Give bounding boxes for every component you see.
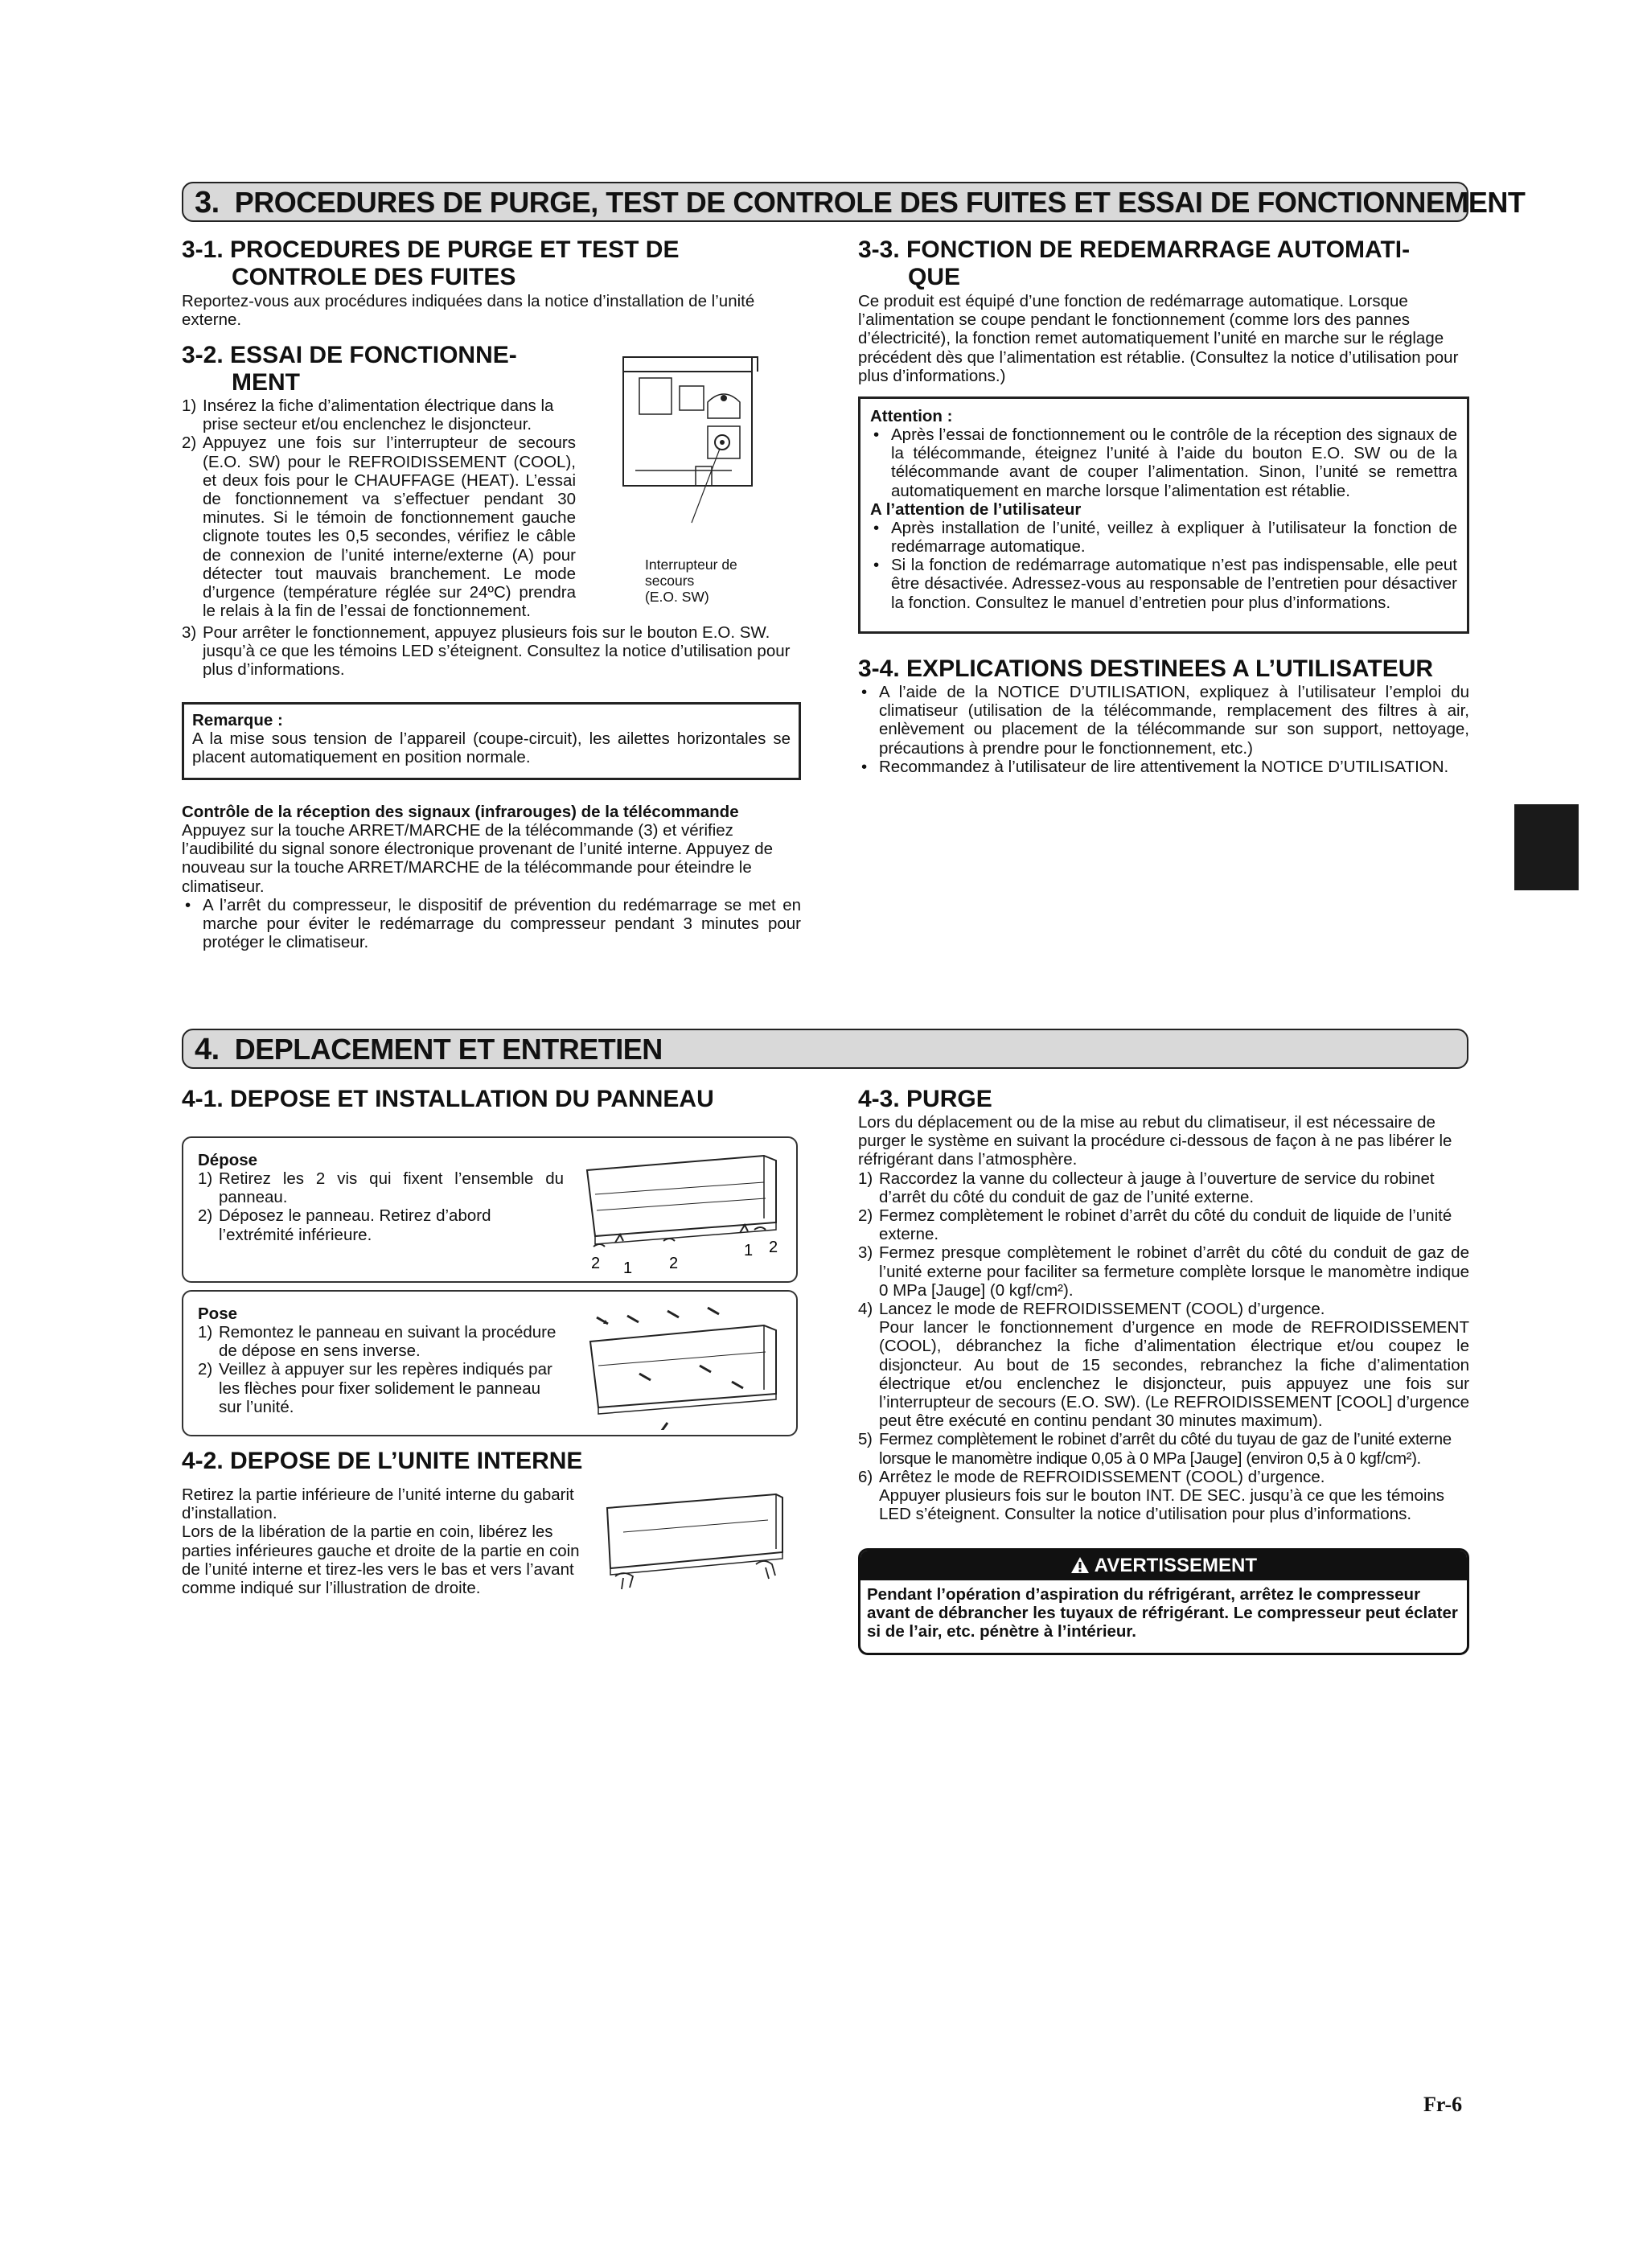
list-item: 3) Fermez presque complètement le robinet d’arrêt du côté du conduit de gaz de l’unité externe pour faciliter sa fermeture complète lorsque le manomètre indique 0 MPa [Jauge] (0 kgf/cm²). bbox=[858, 1243, 1469, 1300]
section-3-1-title-line2: CONTROLE DES FUITES bbox=[232, 264, 516, 290]
list-item: 2) Veillez à appuyer sur les repères indiqués par les flèches pour fixer solidement le panneau sur l’unité. bbox=[198, 1360, 552, 1416]
fig-number: 1 bbox=[744, 1242, 754, 1259]
section-3-title: PROCEDURES DE PURGE, TEST DE CONTROLE DES FUITES ET ESSAI DE FONCTIONNEMENT bbox=[234, 186, 1526, 219]
section-4-1-title: DEPOSE ET INSTALLATION DU PANNEAU bbox=[230, 1086, 714, 1112]
ir-check-text: Appuyez sur la touche ARRET/MARCHE de la télécommande (3) et vérifiez l’audibilité du signal sonore électronique provenant de l’unité interne. Appuyez de nouveau sur la touche ARRET/MARCHE de la télécommande pour éteindre le climatiseur. bbox=[182, 821, 774, 896]
section-4-2-text: Retirez la partie inférieure de l’unité interne du gabarit d’installation. Lors de la libération de la partie en coin, libérez les parties inférieures gauche et droite de la partie en coin de l’unité interne et tirez-les vers le bas et vers l’avant comme indiqué sur l’illustration de droite. bbox=[182, 1485, 580, 1598]
list-item: Appuyer plusieurs fois sur le bouton INT. DE SEC. jusqu’à ce que les témoins LED s’éteignent. Consulter la notice d’utilisation pour plus d’informations. bbox=[879, 1486, 1445, 1524]
section-3-number: 3. bbox=[195, 186, 220, 220]
fig-number: 2 bbox=[669, 1255, 679, 1272]
fig-number: 2 bbox=[769, 1239, 778, 1256]
section-3-3-title-line1: FONCTION DE REDEMARRAGE AUTOMATI- bbox=[906, 236, 1411, 263]
list-item: 2) Appuyez une fois sur l’interrupteur de secours (E.O. SW) pour le REFROIDISSEMENT (COOL), et deux fois pour le CHAUFFAGE (HEAT). L’essai de fonctionnement va s’effectuer pendant 30 minutes. Si le témoin de fonctionnement gauche clignote toutes les 0,5 secondes, vérifiez le câble de connexion de l’unité interne/externe (A) pour détecter tout mauvais branchement. Le mode d’urgence (température réglée sur 24ºC) prendra le relais à la fin de l’essai de fonctionnement. bbox=[182, 433, 576, 621]
side-tab-marker bbox=[1514, 804, 1579, 890]
section-3-2-heading bbox=[182, 342, 576, 396]
ir-signal-check bbox=[182, 803, 801, 951]
remark-title: Remarque : bbox=[192, 711, 283, 729]
warning-box bbox=[858, 1548, 1469, 1655]
section-3-header bbox=[182, 182, 1526, 222]
section-3-4-number: 3-4. bbox=[858, 655, 900, 682]
list-item: Pour lancer le fonctionnement d’urgence en mode de REFROIDISSEMENT (COOL), débranchez la fiche d’alimentation électrique et/ou coupez le disjoncteur. Au bout de 15 secondes, rebranchez la fiche d’alimentation électrique et/ou enclenchez le disjoncteur, puis appuyez une fois sur l’interrupteur de secours (E.O. SW). (Le REFROIDISSEMENT [COOL] d’urgence peut être exécuté en continu pendant 30 minutes maximum). bbox=[879, 1318, 1469, 1431]
ir-check-bullet: • A l’arrêt du compresseur, le dispositif de prévention du redémarrage se met en marche pour éviter le redémarrage du compresseur pendant 3 minutes pour protéger le climatiseur. bbox=[182, 896, 801, 952]
warning-header bbox=[860, 1551, 1467, 1580]
fig-number: 2 bbox=[591, 1255, 601, 1272]
section-3-1 bbox=[182, 236, 801, 329]
list-item: 2) Déposez le panneau. Retirez d’abord l’extrémité inférieure. bbox=[198, 1206, 491, 1244]
list-item: 1) Remontez le panneau en suivant la procédure de dépose en sens inverse. bbox=[198, 1323, 557, 1361]
list-item: 6) Arrêtez le mode de REFROIDISSEMENT (COOL) d’urgence. bbox=[858, 1467, 1325, 1486]
indoor-unit-eo-switch-illustration bbox=[619, 354, 764, 531]
attention-bullet: • Après l’essai de fonctionnement ou le contrôle de la réception des signaux de la télécommande, éteignez l’unité à l’aide du bouton E.O. SW ou de la télécommande avant de couper l’alimentation. Sinon, l’unité se remettra automatiquement en marche lorsque l’alimentation est rétablie. bbox=[870, 425, 1457, 500]
list-item: • Recommandez à l’utilisateur de lire attentivement la NOTICE D’UTILISATION. bbox=[858, 758, 1469, 776]
section-4-header bbox=[182, 1029, 1468, 1069]
list-item: 1) Retirez les 2 vis qui fixent l’ensemble du panneau. bbox=[198, 1169, 564, 1207]
list-item: • Si la fonction de redémarrage automatique n’est pas indispensable, elle peut être désactivée. Adressez-vous au responsable de l’entretien pour désactiver la fonction. Consultez le manuel d’entretien pour plus d’informations. bbox=[870, 556, 1457, 612]
indoor-unit-removal-illustration bbox=[599, 1488, 792, 1592]
warning-title: AVERTISSEMENT bbox=[1094, 1555, 1258, 1576]
section-3-1-title-line1: PROCEDURES DE PURGE ET TEST DE bbox=[230, 236, 680, 263]
depose-title: Dépose bbox=[198, 1151, 258, 1169]
eo-switch-caption: Interrupteur de secours (E.O. SW) bbox=[645, 557, 737, 605]
section-3-2-title-line2: MENT bbox=[232, 369, 300, 396]
purge-intro: Lors du déplacement ou de la mise au rebut du climatiseur, il est nécessaire de purger le système en suivant la procédure ci-dessous de façon à ne pas libérer le réfrigérant dans l’atmosphère. bbox=[858, 1113, 1452, 1169]
attention-box bbox=[858, 396, 1469, 634]
section-4-3-title: PURGE bbox=[906, 1086, 992, 1112]
attention-title: Attention : bbox=[870, 407, 953, 425]
section-4-3 bbox=[858, 1086, 1469, 1523]
section-3-2-title-line1: ESSAI DE FONCTIONNE- bbox=[230, 342, 517, 368]
section-4-2-title: DEPOSE DE L’UNITE INTERNE bbox=[230, 1448, 583, 1474]
user-attention-title: A l’attention de l’utilisateur bbox=[870, 499, 1082, 519]
panel-installation-illustration bbox=[579, 1301, 788, 1430]
section-4-1-heading bbox=[182, 1086, 714, 1113]
pose-title: Pose bbox=[198, 1305, 237, 1323]
section-4-title: DEPLACEMENT ET ENTRETIEN bbox=[234, 1033, 663, 1066]
page-number: Fr-6 bbox=[1423, 2093, 1463, 2116]
section-3-3-number: 3-3. bbox=[858, 236, 900, 263]
list-item: • Après installation de l’unité, veillez à expliquer à l’utilisateur la fonction de redémarrage automatique. bbox=[870, 519, 1457, 556]
remark-text: A la mise sous tension de l’appareil (coupe-circuit), les ailettes horizontales se placent automatiquement en position normale. bbox=[192, 729, 791, 767]
section-3-3-text: Ce produit est équipé d’une fonction de redémarrage automatique. Lorsque l’alimentation se coupe pendant le fonctionnement (comme lors des pannes d’électricité), la fonction remet automatiquement l’unité en marche sur le réglage précédent dès que l’alimentation est rétablie. (Consultez la notice d’utilisation pour plus d’informations.) bbox=[858, 292, 1459, 385]
section-4-number: 4. bbox=[195, 1033, 220, 1066]
section-3-2-steps-b bbox=[182, 623, 801, 680]
list-item: • A l’aide de la NOTICE D’UTILISATION, expliquez à l’utilisateur l’emploi du climatiseur (utilisation de la télécommande, remplacement des filtres à air, enlèvement ou placement de la télécommande sur son support, nettoyage, précautions à prendre pour le fonctionnement, etc.) bbox=[858, 683, 1469, 758]
list-item: 4) Lancez le mode de REFROIDISSEMENT (COOL) d’urgence. bbox=[858, 1300, 1325, 1319]
list-item: 1) Raccordez la vanne du collecteur à jauge à l’ouverture de service du robinet d’arrêt du côté du conduit de gaz de l’unité externe. bbox=[858, 1169, 1435, 1206]
section-3-3-title-line2: QUE bbox=[908, 264, 961, 290]
list-item: 3) Pour arrêter le fonctionnement, appuyez plusieurs fois sur le bouton E.O. SW. jusqu’à ce que les témoins LED s’éteignent. Consultez la notice d’utilisation pour plus d’informations. bbox=[182, 623, 791, 680]
fig-number: 1 bbox=[623, 1259, 633, 1275]
panel-removal-illustration bbox=[579, 1146, 788, 1275]
section-3-4-title: EXPLICATIONS DESTINEES A L’UTILISATEUR bbox=[906, 655, 1434, 682]
section-4-2-heading bbox=[182, 1448, 582, 1475]
section-4-1-number: 4-1. bbox=[182, 1086, 224, 1112]
section-3-1-text: Reportez-vous aux procédures indiquées dans la notice d’installation de l’unité externe. bbox=[182, 292, 755, 330]
warning-text: Pendant l’opération d’aspiration du réfrigérant, arrêtez le compresseur avant de débrancher les tuyaux de réfrigérant. Le compresseur peut éclater si de l’air, etc. pénètre à l’intérieur. bbox=[867, 1585, 1458, 1641]
warning-icon bbox=[1070, 1556, 1090, 1574]
ir-check-title: Contrôle de la réception des signaux (infrarouges) de la télécommande bbox=[182, 803, 739, 821]
section-3-2-number: 3-2. bbox=[182, 342, 224, 368]
section-3-1-number: 3-1. bbox=[182, 236, 224, 263]
section-4-2-number: 4-2. bbox=[182, 1448, 224, 1474]
section-3-3 bbox=[858, 236, 1469, 385]
list-item: 2) Fermez complètement le robinet d’arrêt du côté du conduit de liquide de l’unité externe. bbox=[858, 1206, 1452, 1244]
section-3-2-steps-a bbox=[182, 396, 576, 620]
list-item: 1) Insérez la fiche d’alimentation électrique dans la prise secteur et/ou enclenchez le disjoncteur. bbox=[182, 396, 554, 434]
list-item: 5) Fermez complètement le robinet d’arrêt du côté du tuyau de gaz de l’unité externe lorsque le manomètre indique 0,05 à 0 MPa [Jauge] (environ 0,5 à 0 kgf/cm²). bbox=[858, 1430, 1452, 1468]
section-3-4 bbox=[858, 655, 1469, 776]
section-4-3-number: 4-3. bbox=[858, 1086, 900, 1112]
remark-box bbox=[182, 702, 801, 780]
